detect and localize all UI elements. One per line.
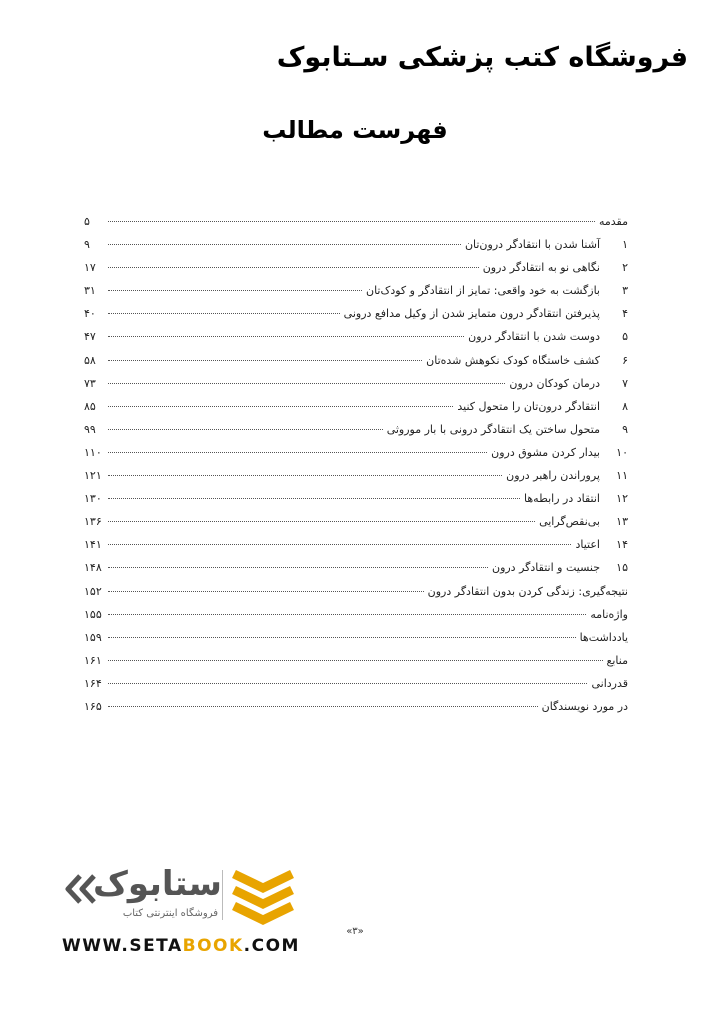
toc-entry-leader <box>108 544 571 545</box>
toc-entry-number: ۱۰ <box>616 445 628 459</box>
toc-entry-title: کشف خاستگاه کودک نکوهش شده‌تان <box>426 353 600 367</box>
toc-entry-title: انتقادگر درون‌تان را متحول کنید <box>457 399 600 413</box>
toc-entry-number: ۱ <box>622 238 628 252</box>
toc-entry-title: دوست شدن با انتقادگر درون <box>468 330 600 344</box>
toc-entry-leader <box>108 221 595 222</box>
toc-entry-title: پذیرفتن انتقادگر درون متمایز شدن از وکیل مدافع درونی <box>343 307 600 321</box>
toc-entry-page: ۱۶۱ <box>84 653 102 667</box>
toc-entry-leader <box>108 521 535 522</box>
toc-entry-leader <box>108 429 383 430</box>
setabook-logo <box>62 864 302 964</box>
toc-entry-number: ۳ <box>622 284 628 298</box>
toc-entry <box>84 492 628 515</box>
toc-entry <box>84 608 628 631</box>
toc-entry-page: ۴۷ <box>84 330 96 344</box>
toc-entry-leader <box>108 383 505 384</box>
toc-entry-title: نتیجه‌گیری: زندگی کردن بدون انتقادگر درون <box>427 584 628 598</box>
logo-divider <box>222 870 223 920</box>
toc-entry <box>84 423 628 446</box>
toc-entry <box>84 538 628 561</box>
toc-entry-title: جنسیت و انتقادگر درون <box>491 561 600 575</box>
toc-entry <box>84 215 628 238</box>
toc-entry-leader <box>108 475 502 476</box>
toc-entry <box>84 330 628 353</box>
toc-entry-leader <box>108 267 479 268</box>
toc-entry-number: ۸ <box>622 399 628 413</box>
toc-entry-leader <box>108 498 520 499</box>
logo-url-accent: BOOK <box>182 936 244 956</box>
store-title: فروشگاه کتب پزشکی سـتابوک <box>276 42 688 73</box>
toc-entry-title: انتقاد در رابطه‌ها <box>524 492 600 506</box>
toc-entry-title: قدردانی <box>591 676 628 690</box>
toc-entry-number: ۱۲ <box>616 492 628 506</box>
toc-entry <box>84 700 628 723</box>
toc-entry-number: ۹ <box>622 422 628 436</box>
toc-entry-page: ۱۵۹ <box>84 630 102 644</box>
toc-entry-page: ۱۳۶ <box>84 515 102 529</box>
toc-entry-leader <box>108 244 461 245</box>
toc-entry-title: پروراندن راهبر درون <box>506 469 600 483</box>
toc-entry-leader <box>108 290 362 291</box>
toc-entry-number: ۶ <box>622 353 628 367</box>
toc-entry-page: ۴۰ <box>84 307 96 321</box>
toc-entry-page: ۱۶۵ <box>84 699 102 713</box>
logo-tagline: فروشگاه اینترنتی کتاب <box>122 908 218 919</box>
toc-entry-page: ۱۴۱ <box>84 538 102 552</box>
toc-entry-title: در مورد نویسندگان <box>541 699 628 713</box>
toc-entry-page: ۱۶۴ <box>84 676 102 690</box>
toc-entry-title: متحول ساختن یک انتقادگر درونی با بار موروثی <box>386 422 600 436</box>
toc-entry <box>84 677 628 700</box>
toc-entry-title: واژه‌نامه <box>590 607 628 621</box>
toc-entry-number: ۱۳ <box>616 515 628 529</box>
toc-entry-page: ۵ <box>84 215 90 228</box>
toc-entry <box>84 561 628 584</box>
toc-entry-leader <box>108 336 464 337</box>
toc-entry <box>84 354 628 377</box>
toc-entry-number: ۷ <box>622 376 628 390</box>
toc-entry <box>84 654 628 677</box>
page-number: «۳» <box>346 926 364 937</box>
toc-entry-leader <box>108 406 453 407</box>
toc-entry <box>84 238 628 261</box>
toc-entry <box>84 631 628 654</box>
toc-entry-title: منابع <box>606 653 628 667</box>
toc-entry-page: ۷۳ <box>84 376 96 390</box>
toc-entry-leader <box>108 452 487 453</box>
toc-entry-number: ۴ <box>622 307 628 321</box>
toc-entry <box>84 469 628 492</box>
toc-entry-leader <box>108 683 587 684</box>
toc-entry-page: ۱۷ <box>84 261 96 275</box>
toc-entry-page: ۱۱۰ <box>84 445 102 459</box>
toc-entry-number: ۵ <box>622 330 628 344</box>
toc-entry-page: ۱۴۸ <box>84 561 102 575</box>
toc-title: فهرست مطالب <box>262 116 448 144</box>
toc-entry-leader <box>108 637 576 638</box>
stacked-chevrons-icon <box>230 868 296 926</box>
toc-entry-page: ۱۵۵ <box>84 607 102 621</box>
toc-entry-title: نگاهی نو به انتقادگر درون <box>482 261 600 275</box>
toc-list <box>84 215 628 723</box>
toc-entry-page: ۱۲۱ <box>84 469 102 483</box>
toc-entry <box>84 400 628 423</box>
toc-entry <box>84 585 628 608</box>
toc-entry-title: آشنا شدن با انتقادگر درون‌تان <box>464 238 600 252</box>
logo-brand: ستابوک <box>93 864 222 904</box>
logo-url-suffix: .COM <box>243 936 300 956</box>
toc-entry-page: ۱۵۲ <box>84 584 102 598</box>
toc-entry-number: ۱۵ <box>616 561 628 575</box>
toc-entry-leader <box>108 567 488 568</box>
toc-entry-page: ۳۱ <box>84 284 96 298</box>
toc-entry <box>84 515 628 538</box>
toc-entry <box>84 446 628 469</box>
toc-entry-title: بیدار کردن مشوق درون <box>491 445 600 459</box>
toc-entry-number: ۱۴ <box>616 538 628 552</box>
toc-entry-page: ۱۳۰ <box>84 492 102 506</box>
toc-entry-number: ۲ <box>622 261 628 275</box>
logo-url <box>62 936 300 956</box>
toc-entry-leader <box>108 313 340 314</box>
toc-entry-title: اعتیاد <box>575 538 600 552</box>
toc-entry-page: ۵۸ <box>84 353 96 367</box>
toc-entry-leader <box>108 360 422 361</box>
toc-entry-title: یادداشت‌ها <box>579 630 628 644</box>
toc-entry <box>84 377 628 400</box>
toc-entry-leader <box>108 614 586 615</box>
toc-entry-number: ۱۱ <box>616 469 628 483</box>
toc-entry-leader <box>108 660 603 661</box>
toc-entry <box>84 284 628 307</box>
toc-entry-title: بی‌نقص‌گرایی <box>539 515 600 529</box>
toc-entry-page: ۹۹ <box>84 422 96 436</box>
toc-entry <box>84 261 628 284</box>
toc-entry-title: درمان کودکان درون <box>509 376 600 390</box>
toc-entry-title: مقدمه <box>598 215 628 228</box>
toc-entry <box>84 307 628 330</box>
toc-entry-title: بازگشت به خود واقعی: تمایز از انتقادگر و کودک‌تان <box>366 284 600 298</box>
toc-entry-leader <box>108 591 424 592</box>
toc-entry-leader <box>108 706 538 707</box>
toc-entry-page: ۹ <box>84 238 90 252</box>
logo-url-prefix: WWW.SETA <box>62 936 183 956</box>
toc-entry-page: ۸۵ <box>84 399 96 413</box>
